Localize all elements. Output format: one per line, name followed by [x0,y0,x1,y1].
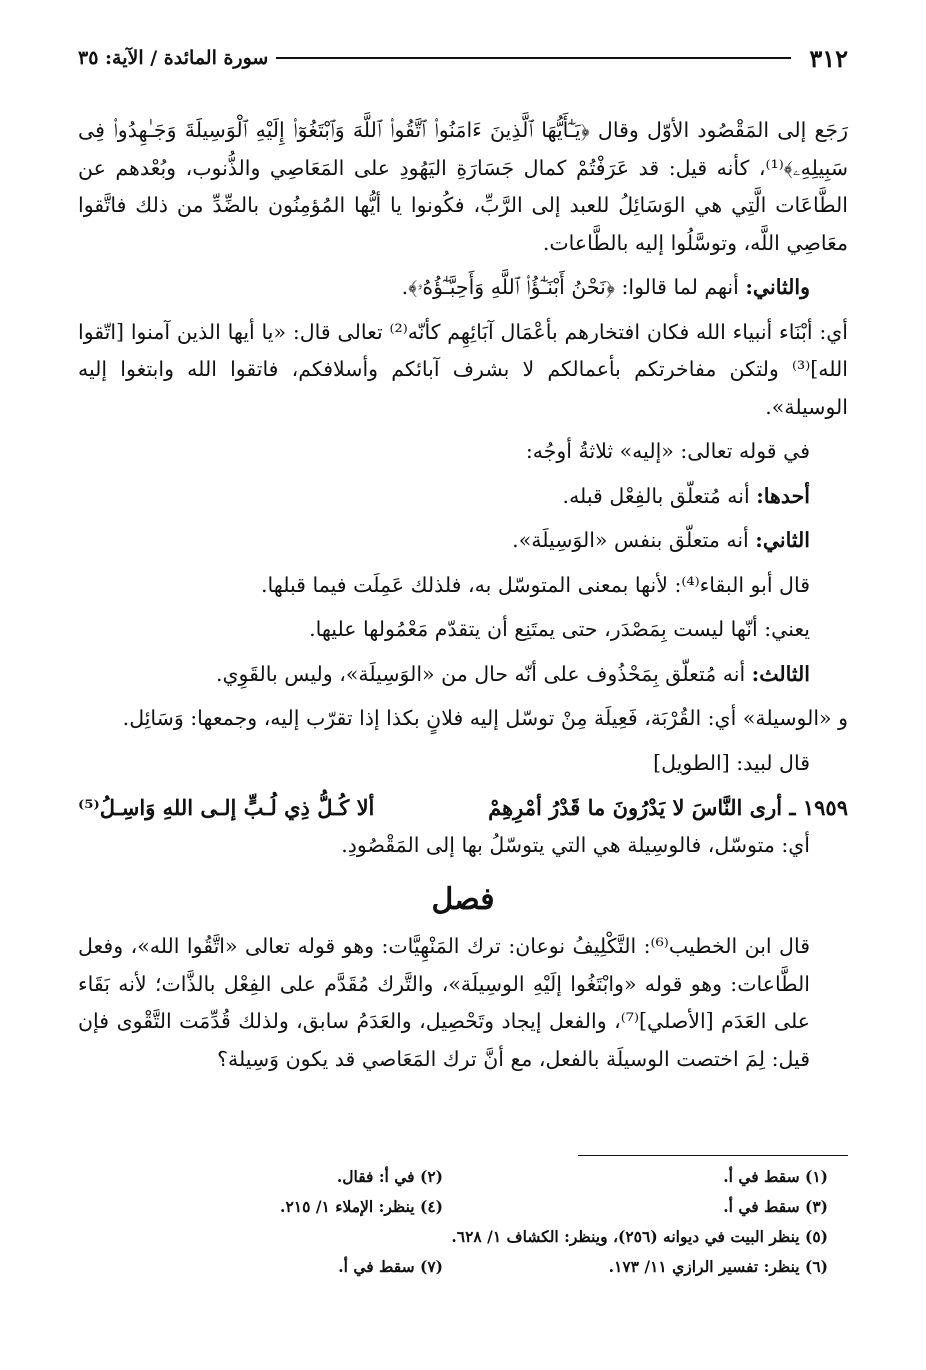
paragraph-second-text: أنهم لما قالوا: ﴿نَحْنُ أَبْنَـٰٓؤُا۟ ٱللَّهِ وَأَحِبَّـٰٓؤُهُۥ﴾. [401,275,739,299]
aspect-one-text: أنه مُتعلّق بالفِعْل قبله. [562,483,750,508]
page-number: ٣١٢ [809,43,848,73]
footnote-7: (٧) سقط في أ. [338,1257,443,1276]
page-header [78,40,848,76]
header-rule [276,57,791,59]
footnote-row [78,1252,848,1282]
footnote-1: (١) سقط في أ. [723,1167,828,1186]
footnote-6: (٦) ينظر: تفسير الرازي ١١/ ١٧٣. [608,1257,828,1276]
paragraph-intro: رَجَع إلى المَقْصُود الأوّل وقال ﴿يَـٰٓأَيُّهَا ٱلَّذِينَ ءَامَنُوا۟ ٱتَّقُوا۟ ٱللَّهَ وَٱبْتَغُوٓا۟ إِلَيْهِ ٱلْوَسِيلَةَ وَجَـٰهِدُوا۟ فِى سَبِيلِهِۦ﴾⁽¹⁾، كأنه قيل: قد عَرَفْتُمْ كمال جَسَارَةِ اليَهُودِ على المَعَاصِي والذُّنوب، وبُعْدهم عن الطَّاعَات الَّتِي هي الوَسَائِلُ للعبد إلى الرَّبِّ، فكُونوا يا أيُّها المُؤمِنُون بالضِّدِّ من ذلك فاتَّقوا معَاصِي اللَّه، وتوسَّلُوا إليه بالطَّاعات. [78,118,848,255]
page-body [78,112,848,1078]
paragraph-second-reason [78,269,848,307]
paragraph-ibn-khatib: قال ابن الخطيب⁽⁶⁾: التَّكْلِيفُ نوعان: ترك المَنْهِيَّات: وهو قوله تعالى «اتَّقُوا الله»، وفعل الطَّاعات: وهو قوله «وابْتَغُوا إلَيْهِ الوسِيلَة»، والتَّرك مُقَدَّم على الفِعْل بالذَّات؛ لأنه بَقَاء على العَدَم [الأصلي]⁽⁷⁾، والفعل إيجاد وتَحْصِيل، والعَدَمُ سابق، ولذلك قُدِّمَت التَّقْوى فإن قيل: لِمَ اختصت الوسيلَة بالفعل، مع أنَّ ترك المَعَاصي قد يكون وَسِيلة؟ [78,934,811,1071]
paragraph-aspect-two [78,522,848,560]
paragraph-explanation: أي: أبْنَاء أنبياء الله فكان افتخارهم بأعْمَال آبَائِهِم كأنّه⁽²⁾ تعالى قال: «يا أيها الذين آمنوا [اتّقوا الله]⁽³⁾ ولتكن مفاخرتكم بأعمالكم لا بشرف آبائكم وأسلافكم، فاتقوا الله وابتغوا إليه الوسيلة». [78,319,848,419]
running-title: سورة المائدة / الآية: ٣٥ [78,47,269,69]
label-second-aspect: الثاني: [755,528,810,552]
verse-second-hemistich: ألا كُـلُّ ذِي لُـبٍّ إلـى اللهِ وَاسِـلُ⁽⁵⁾ [78,795,375,820]
footnote-3: (٣) سقط في أ. [723,1197,828,1216]
aspect-two-text: أنه متعلّق بنفس «الوَسِيلَة». [512,528,749,552]
paragraph-verse-gloss: أي: متوسّل، فالوسِيلة هي التي يتوسّلُ بها إلى المَقْصُودِ. [341,832,810,857]
paragraph-aspects: في قوله تعالى: «إليه» ثلاثةُ أوجُه: [525,439,810,463]
paragraph-aspect-one [78,478,848,516]
footnote-2: (٢) في أ: فقال. [336,1167,443,1186]
poetry-verse [78,789,848,827]
aspect-three-text: أنه مُتعلّق بِمَحْذُوف على أنّه حال من «الوَسِيلَة»، وليس بالقَوِي. [216,661,746,686]
paragraph-abu-baqa: قال أبو البقاء⁽⁴⁾: لأنها بمعنى المتوسّل به، فلذلك عَمِلَت فيما قبلها. [260,572,810,597]
footnote-5: (٥) ينظر البيت في ديوانه (٢٥٦)، وينظر: الكشاف ١/ ٦٢٨. [451,1227,828,1246]
paragraph-meaning: يعني: أنّها ليست بِمَصْدَر، حتى يمتَنِع أن يتقدّم مَعْمُولها عليها. [309,617,810,641]
paragraph-aspect-three [78,656,848,694]
label-second: والثاني: [745,275,810,299]
paragraph-labid: قال لبيد: [الطويل] [653,750,810,775]
footnote-row [78,1192,848,1222]
paragraph-wasila-definition: و «الوسيلة» أي: القُرْبَة، فَعِيلَة مِنْ توسّل إليه فلانٍ بكذا إذا تقرّب إليه، وجمعها: وَسَائِل. [122,706,848,730]
footnote-row [78,1162,848,1192]
footnote-4: (٤) ينظر: الإملاء ١/ ٢١٥. [280,1197,443,1216]
label-third: الثالث: [751,661,810,686]
section-heading: فصل [431,882,495,917]
verse-first-hemistich: ١٩٥٩ ـ أرى النَّاسَ لا يَدْرُونَ ما قَدْرُ أمْرِهِمْ [488,795,848,820]
footnotes [78,1162,848,1282]
footnote-divider [578,1155,848,1156]
label-first: أحدها: [756,483,810,508]
